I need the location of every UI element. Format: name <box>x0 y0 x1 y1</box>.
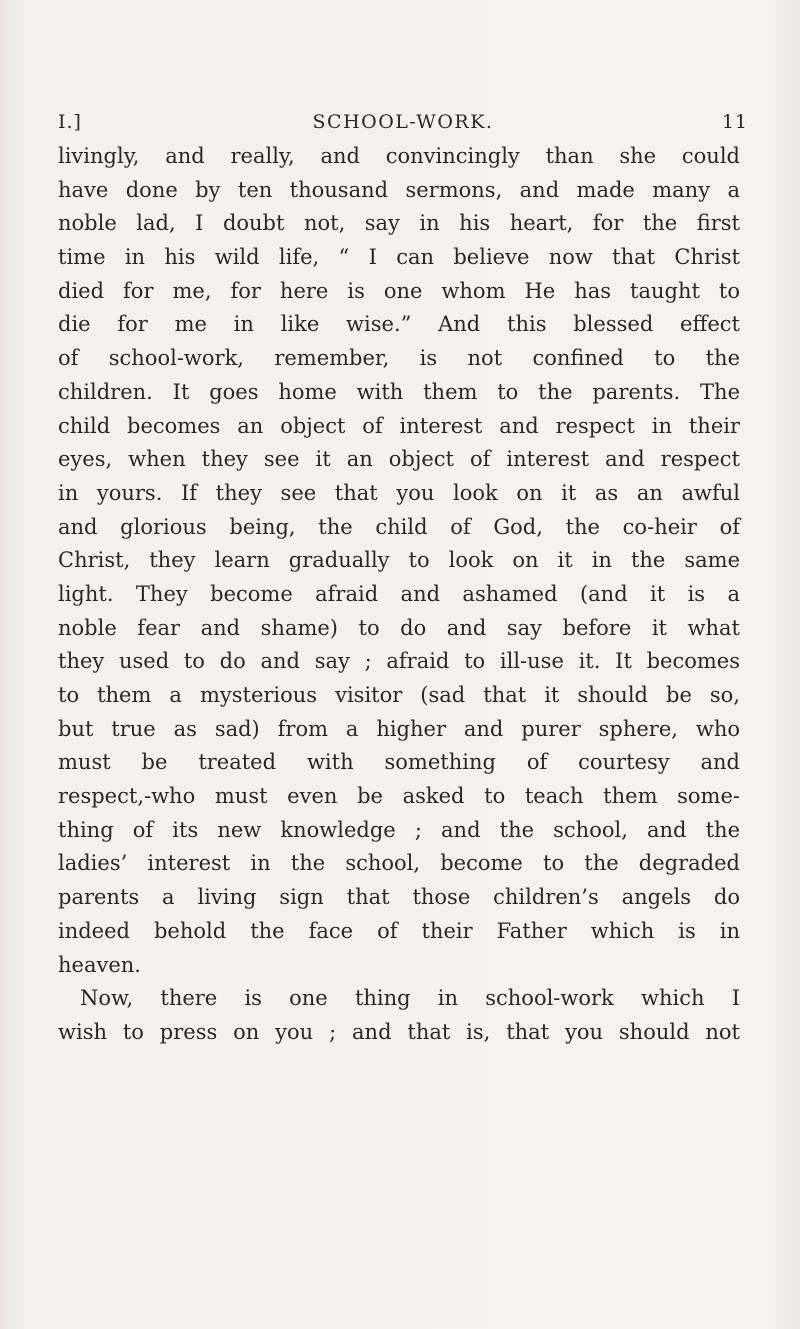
paragraph-end-line: heaven. <box>58 952 141 977</box>
text-line: wish to press on you ; and that is, that you should not <box>58 1019 740 1044</box>
text-line: must be treated with something of courtesy and <box>58 750 740 775</box>
text-line: of school-work, remember, is not confined to the <box>58 346 740 371</box>
text-line: respect,-who must even be asked to teach them some- <box>58 784 740 809</box>
text-line: die for me in like wise.” And this blessed effect <box>58 312 740 337</box>
text-line: and glorious being, the child of God, the co-heir of <box>58 514 740 539</box>
text-line: noble lad, I doubt not, say in his heart, for the first <box>58 211 740 236</box>
text-line: ladies’ interest in the school, become to the degraded <box>58 851 740 876</box>
text-line: time in his wild life, “ I can believe now that Christ <box>58 245 740 270</box>
text-line: Christ, they learn gradually to look on it in the same <box>58 548 740 573</box>
paragraph-start-line: Now, there is one thing in school-work which I <box>80 986 740 1011</box>
text-line: they used to do and say ; afraid to ill-use it. It becomes <box>58 649 740 674</box>
text-line: but true as sad) from a higher and purer sphere, who <box>58 716 740 741</box>
text-line: livingly, and really, and convincingly than she could <box>58 144 740 168</box>
text-line: to them a mysterious visitor (sad that it should be so, <box>58 683 740 707</box>
body-text <box>58 140 740 1050</box>
text-line: thing of its new knowledge ; and the school, and the <box>58 817 740 842</box>
page-number: 11 <box>721 111 748 133</box>
text-line: have done by ten thousand sermons, and made many a <box>58 177 740 202</box>
text-line: eyes, when they see it an object of interest and respect <box>58 447 740 472</box>
section-mark: I.] <box>58 111 82 133</box>
running-head <box>58 111 748 141</box>
running-title: SCHOOL-WORK. <box>312 111 494 133</box>
text-line: indeed behold the face of their Father which is in <box>58 918 740 943</box>
text-line: light. They become afraid and ashamed (and it is a <box>58 581 740 606</box>
text-line: died for me, for here is one whom He has taught to <box>58 278 740 303</box>
text-line: parents a living sign that those children’s angels do <box>58 885 740 910</box>
text-line: in yours. If they see that you look on it as an awful <box>58 480 740 505</box>
text-line: noble fear and shame) to do and say before it what <box>58 615 740 640</box>
text-line: child becomes an object of interest and respect in their <box>58 413 740 438</box>
text-line: children. It goes home with them to the parents. The <box>58 379 740 404</box>
